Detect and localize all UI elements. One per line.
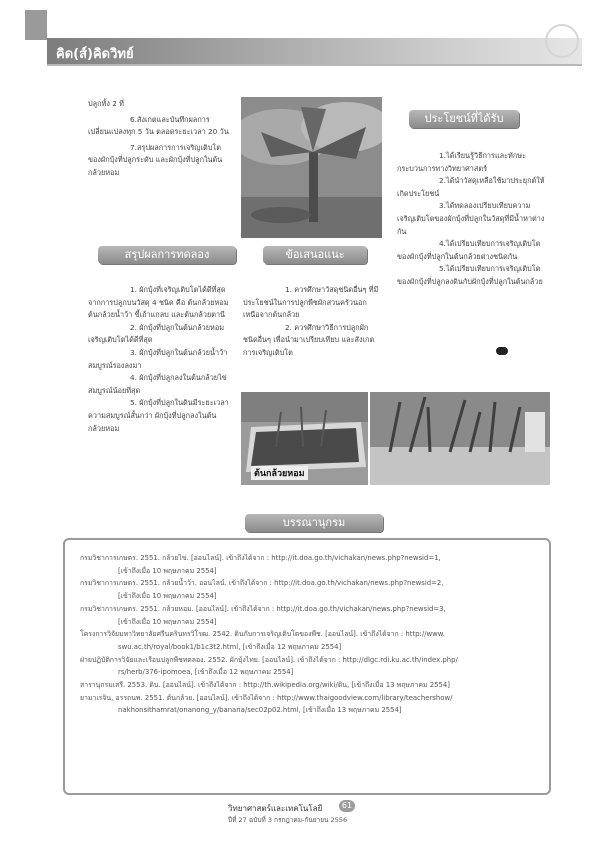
reference-item-cont: swu.ac.th/royal/book1/b1c3t2.html, [เข้าถึงเมื่อ 12 พฤษภาคม 2554] [118, 642, 342, 651]
reference-item-cont: rs/herb/376-ipomoea, [เข้าถึงเมื่อ 12 พฤษภาคม 2554] [118, 668, 294, 677]
header-square [25, 10, 47, 40]
reference-item: กรมวิชาการเกษตร. 2551. กล้วยไข่. [ออนไลน์]. เข้าถึงได้จาก : http://it.doa.go.th/vichakan/news.php?newsid=1, [80, 554, 441, 562]
suggestions-list [243, 284, 383, 360]
footer-journal: วิทยาศาสตร์และเทคโนโลยี [228, 804, 323, 813]
conclusion-item: 4. ผักบุ้งที่ปลูกลงในต้นกล้วยไข่สมบูรณ์น้อยที่สุด [88, 373, 227, 395]
references-list [80, 552, 542, 717]
reference-item: ฝ่ายปฏิบัติการวิจัยและเรือนปลูกพืชทดลอง. 2552. ผักบุ้งไทย. [ออนไลน์]. เข้าถึงได้จาก : http://dlgc.rdi.ku.ac.th/index.php/ [80, 655, 458, 664]
reference-item: โครงการวิจัยมหาวิทยาลัยศรีนครินทรวิโรฒ. 2542. ดินกับการเจริญเติบโตของพืช. [ออนไลน์]. เข้าถึงได้จาก : http://www. [80, 630, 445, 639]
header-title: คิด(ส์)คิดวิทย์ [56, 47, 134, 62]
reference-item-cont: [เข้าถึงเมื่อ 10 พฤษภาคม 2554] [118, 617, 217, 626]
reference-item: ยามาเรจิน, อรรถนพ. 2551. ต้นกล้วย. [ออนไลน์]. เข้าถึงได้จาก : http://www.thaigoodview.com/library/teachershow/ [80, 693, 453, 702]
conclusion-heading: สรุปผลการทดลอง [98, 246, 236, 264]
banana-tree-photo [241, 97, 382, 238]
benefit-item: 1.ได้เรียนรู้วิธีการและทักษะกระบวนการทางวิทยาศาสตร์ [397, 151, 527, 173]
reference-item-cont: [เข้าถึงเมื่อ 10 พฤษภาคม 2554] [118, 566, 217, 575]
end-mark-icon [496, 347, 508, 355]
footer-issue: ปีที่ 27 ฉบับที่ 3 กรกฎาคม-กันยายน 2556 [228, 816, 348, 824]
method-text: ปลูกทั้ง 2 ที่ [88, 99, 124, 108]
reference-item-cont: nakhonsithamrat/onanong_y/banana/sec02p02.html, [เข้าถึงเมื่อ 13 พฤษภาคม 2554] [118, 706, 402, 715]
references-heading: บรรณานุกรม [245, 514, 383, 532]
conclusion-item: 5. ผักบุ้งที่ปลูกในดินมีระยะเวลาความสมบูรณ์สั้นกว่า ผักบุ้งที่ปลูกลงในต้นกล้วยหอม [88, 398, 229, 433]
benefit-item: 5.ได้เปรียบเทียบการเจริญเติบโตของผักบุ้งที่ปลูกลงดินกับผักบุ้งที่ปลูกในต้นกล้วย [397, 264, 543, 286]
header-divider [47, 64, 582, 66]
page-number: 61 [339, 800, 355, 812]
suggestions-heading: ข้อเสนอแนะ [263, 246, 367, 264]
conclusion-item: 3. ผักบุ้งที่ปลูกในต้นกล้วยน้ำว้าสมบูรณ์รองลงมา [88, 347, 228, 370]
conclusion-item: 1. ผักบุ้งที่เจริญเติบโตได้ดีที่สุดจากการปลูกบนวัสดุ 4 ชนิด คือ ต้นกล้วยหอม ต้นกล้วยน้ำว้า ขี้เถ้าแกลบ และต้นกล้วยตานี [88, 285, 229, 320]
suggestion-item: 2. ควรศึกษาวิธีการปลูกผักชนิดอื่นๆ เพื่อนำมาเปรียบเทียบ และสังเกตการเจริญเติบโต [243, 322, 375, 357]
photo-label: ต้นกล้วยหอม [251, 466, 308, 480]
benefit-item: 4.ได้เปรียบเทียบการเจริญเติบโตของผักบุ้งที่ปลูกในต้นกล้วยต่างชนิดกัน [397, 239, 541, 261]
benefit-item: 3.ได้ทดลองเปรียบเทียบความเจริญเติบโตของผักบุ้งที่ปลูกในวัสดุที่มีน้ำหาต่างกัน [397, 201, 545, 236]
benefits-list [397, 150, 547, 289]
benefits-heading: ประโยชน์ที่ได้รับ [409, 110, 519, 128]
morning-glory-photo [370, 392, 550, 485]
reference-item: กรมวิชาการเกษตร. 2551. กล้วยน้ำว้า. ออนไลน์. เข้าถึงได้จาก : http://it.doa.go.th/vichakan/news.php?newsid=2, [80, 579, 444, 588]
method-steps [88, 98, 233, 180]
conclusion-item: 2. ผักบุ้งที่ปลูกในต้นกล้วยหอมเจริญเติบโตได้ดีที่สุด [88, 322, 225, 345]
banana-trunk-photo [241, 392, 368, 485]
benefit-item: 2.ได้นำวัสดุเหลือใช้มาประยุกต์ให้เกิดประโยชน์ [397, 176, 545, 198]
method-text: 7.สรุปผลการการเจริญเติบโตของผักบุ้งที่ปลูกระดับ และผักบุ้งที่ปลูกในต้นกล้วยหอม [88, 142, 223, 177]
method-text: 6.สังเกตและบันทึกผลการเปลี่ยนแปลงทุก 5 วัน ตลอดระยะเวลา 20 วัน [88, 114, 229, 137]
conclusion-list [88, 284, 233, 435]
reference-item-cont: [เข้าถึงเมื่อ 10 พฤษภาคม 2554] [118, 592, 217, 601]
header-decoration [545, 24, 579, 58]
reference-item: กรมวิชาการเกษตร. 2551. กล้วยหอม. [ออนไลน์]. เข้าถึงได้จาก : http://it.doa.go.th/vichakan/news.php?newsid=3, [80, 604, 446, 613]
suggestion-item: 1. ควรศึกษาวัสดุชนิดอื่นๆ ที่มีประโยชน์ในการปลูกพืชผักสวนครัวนอกเหนือจากต้นกล้วย [243, 285, 379, 320]
reference-item: สารานุกรมเสรี. 2553. ดิน. [ออนไลน์]. เข้าถึงได้จาก : http://th.wikipedia.org/wiki/ดิน, [เข้าถึงเมื่อ 13 พฤษภาคม 2554] [80, 681, 450, 690]
